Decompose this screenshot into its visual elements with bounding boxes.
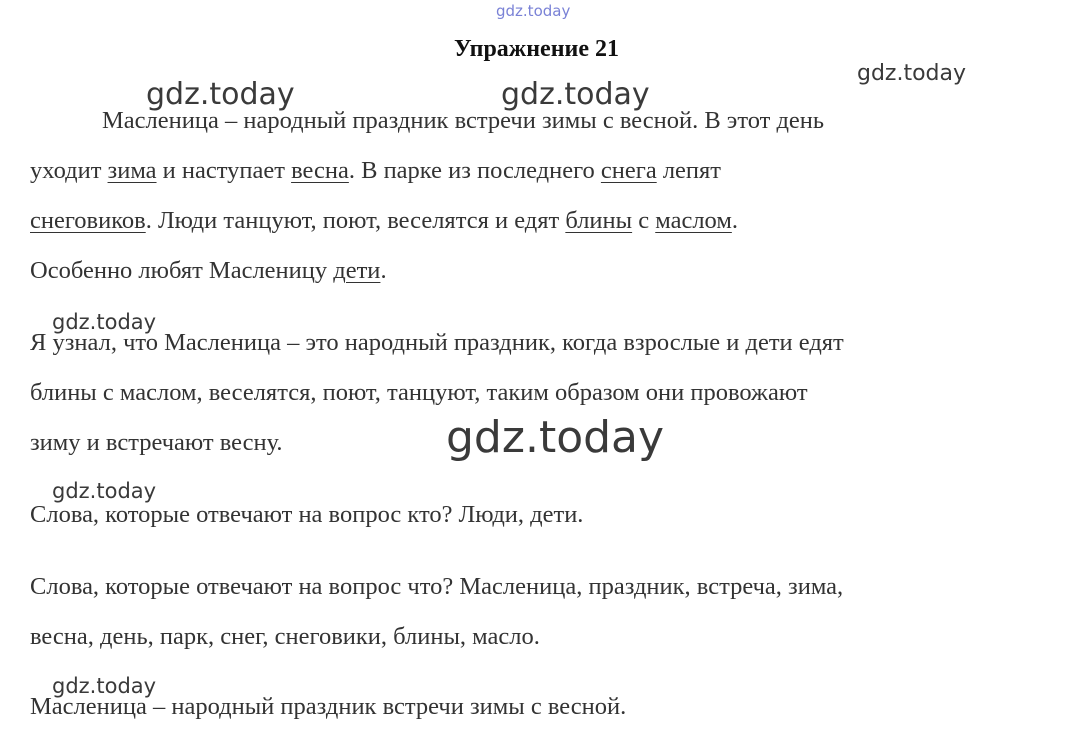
text-line: блины с маслом, веселятся, поют, танцуют, таким образом они провожают [30,379,808,406]
text-span: . [731,207,738,234]
text-line: Масленица – народный праздник встречи зимы с весной. [30,693,627,720]
underlined-word: дети [333,257,381,284]
text-span: с [632,207,656,234]
text-line: зиму и встречают весну. [30,429,283,456]
exercise-title: Упражнение 21 [453,36,619,62]
watermark: gdz.today [446,412,665,463]
text-span: . [380,257,387,284]
text-line [30,159,721,184]
text-span: Особенно любят Масленицу [30,257,334,284]
watermark: gdz.today [146,77,295,112]
watermark: gdz.today [496,2,571,20]
text-line [30,259,387,284]
text-line: Я узнал, что Масленица – это народный праздник, когда взрослые и дети едят [30,329,844,356]
text-span: . Люди танцуют, поют, веселятся и едят [145,207,566,234]
underlined-word: весна [291,157,349,184]
underlined-word: снега [600,157,657,184]
watermark: gdz.today [52,310,157,334]
watermark: gdz.today [52,479,157,503]
text-line: весна, день, парк, снег, снеговики, блины, масло. [30,623,540,650]
underlined-word: маслом [655,207,732,234]
text-span: лепят [656,157,722,184]
text-span: и наступает [156,157,292,184]
text-line: Масленица – народный праздник встречи зимы с весной. В этот день [102,107,825,134]
watermark: gdz.today [857,61,967,86]
underlined-word: зима [107,157,157,184]
watermark: gdz.today [501,77,650,112]
text-line: Слова, которые отвечают на вопрос что? Масленица, праздник, встреча, зима, [30,573,844,600]
underlined-word: блины [565,207,633,234]
watermark: gdz.today [52,674,157,698]
underlined-word: снеговиков [30,207,146,234]
text-span: . В парке из последнего [348,157,601,184]
text-line: Слова, которые отвечают на вопрос кто? Люди, дети. [30,501,584,528]
text-line [30,209,738,234]
text-span: уходит [30,157,108,184]
